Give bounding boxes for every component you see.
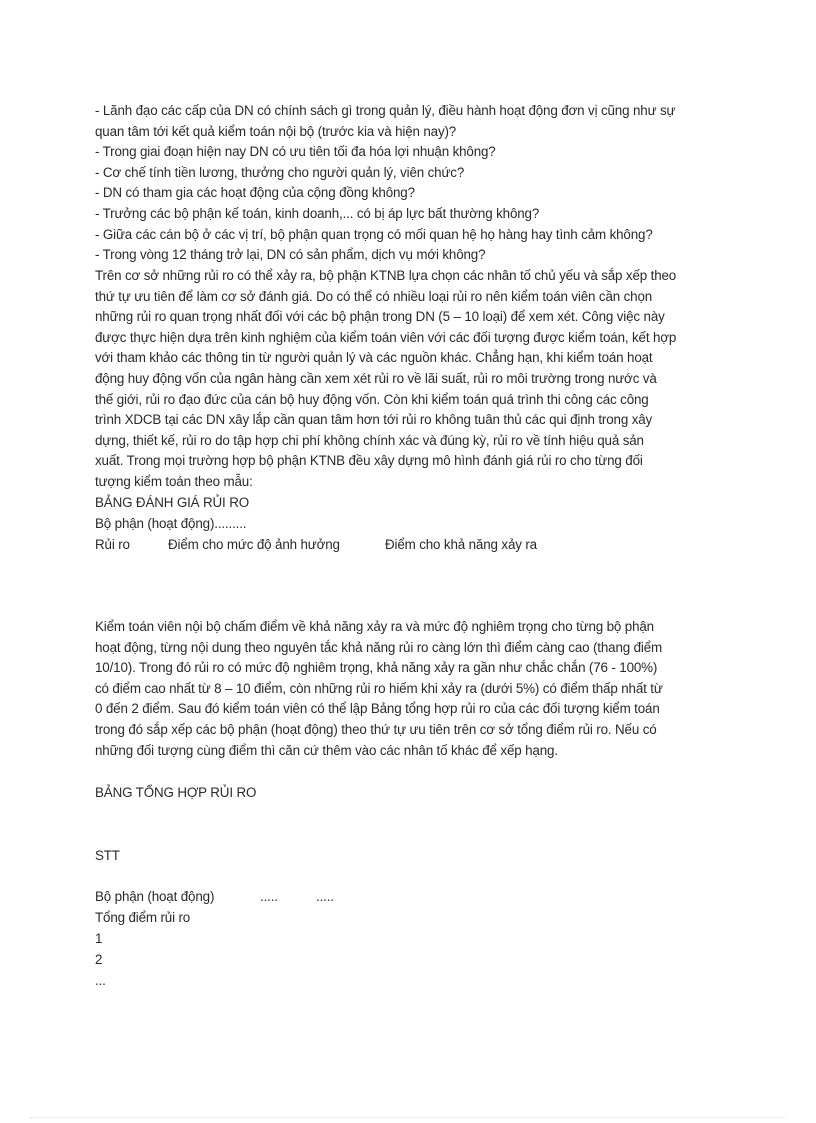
paragraph-line: tượng kiểm toán theo mẫu:	[95, 473, 253, 489]
paragraph-line: 10/10). Trong đó rủi ro có mức độ nghiêm trọng, khả năng xảy ra gần như chắc chắn (76 - 100%)	[95, 660, 658, 676]
question-line: - Lãnh đạo các cấp của DN có chính sách gì trong quản lý, điều hành hoạt động đơn vị cũng như sự	[95, 103, 676, 118]
paragraph-line: 0 đến 2 điểm. Sau đó kiểm toán viên có thể lập Bảng tổng hợp rủi ro của các đối tượng kiểm toán	[95, 701, 660, 717]
question-line: - Trong giai đoạn hiện nay DN có ưu tiên tối đa hóa lợi nhuận không?	[95, 144, 496, 160]
paragraph-line: động huy động vốn của ngân hàng cần xem xét rủi ro về lãi suất, rủi ro môi trường trong nước và	[95, 370, 657, 386]
column-header-impact: Điểm cho mức độ ảnh hưởng	[168, 537, 340, 552]
paragraph-line: trình XDCB tại các DN xây lắp cần quan tâm hơn tới rủi ro không tuân thủ các qui định trong xây	[95, 412, 653, 428]
column-header-department: Bộ phận (hoạt động)	[95, 889, 215, 904]
paragraph-line: được thực hiện dựa trên kinh nghiệm của kiểm toán viên với các đối tượng được kiểm toán, kết hợp	[95, 329, 677, 345]
risk-summary-table-title: BẢNG TỔNG HỢP RỦI RO	[95, 785, 257, 800]
paragraph-line: xuất. Trong mọi trường hợp bộ phận KTNB đều xây dựng mô hình đánh giá rủi ro cho từng đối	[95, 453, 643, 469]
page-bottom-divider	[30, 1117, 786, 1118]
question-line: quan tâm tới kết quả kiểm toán nội bộ (trước kia và hiện nay)?	[95, 123, 457, 139]
question-line: - Trong vòng 12 tháng trở lại, DN có sản phẩm, dịch vụ mới không?	[95, 247, 486, 263]
paragraph-line: có điểm cao nhất từ 8 – 10 điểm, còn những rủi ro hiếm khi xảy ra (dưới 5%) có điểm thấp nhất từ	[95, 680, 663, 696]
placeholder-dots: .....	[260, 889, 278, 904]
question-line: - DN có tham gia các hoạt động của cộng đồng không?	[95, 185, 415, 201]
department-label: Bộ phận (hoạt động).........	[95, 516, 247, 531]
paragraph-scoring	[95, 617, 720, 761]
paragraph-line: những đối tượng cùng điểm thì căn cứ thêm vào các nhân tố khác để xếp hạng.	[95, 742, 558, 758]
placeholder-dots: .....	[316, 889, 334, 904]
question-line: - Cơ chế tính tiền lương, thưởng cho người quản lý, viên chức?	[95, 164, 465, 180]
question-line: - Trưởng các bộ phận kế toán, kinh doanh,... có bị áp lực bất thường không?	[95, 205, 540, 221]
paragraph-risk-selection	[95, 266, 720, 493]
paragraph-line: dựng, thiết kế, rủi ro do tập hợp chi phí không chính xác và đúng kỳ, rủi ro về tính hiệu quả sản	[95, 432, 644, 448]
questions-list	[95, 101, 720, 266]
paragraph-line: với tham khảo các thông tin từ người quản lý và các nguồn khác. Chẳng hạn, khi kiểm toán hoạt	[95, 350, 653, 366]
paragraph-line: trong đó sắp xếp các bộ phận (hoạt động) theo thứ tự ưu tiên trên cơ sở tổng điểm rủi ro. Nếu có	[95, 721, 657, 737]
paragraph-line: những rủi ro quan trọng nhất đối với các bộ phận trong DN (5 – 10 loại) để xem xét. Công việc này	[95, 309, 665, 325]
paragraph-line: hoạt động, từng nội dung theo nguyên tắc khả năng rủi ro càng lớn thì điểm càng cao (thang điểm	[95, 639, 663, 655]
column-header-stt: STT	[95, 848, 120, 863]
column-header-risk: Rủi ro	[95, 537, 130, 552]
paragraph-line: Kiểm toán viên nội bộ chấm điểm về khả năng xảy ra và mức độ nghiêm trọng cho từng bộ phận	[95, 619, 654, 634]
question-line: - Giữa các cán bộ ở các vị trí, bộ phận quan trọng có mối quan hệ họ hàng hay tình cảm không?	[95, 226, 653, 242]
total-risk-score-label: Tổng điểm rủi ro	[95, 910, 191, 925]
paragraph-line: Trên cơ sở những rủi ro có thể xảy ra, bộ phận KTNB lựa chọn các nhân tố chủ yếu và sắp xếp theo	[95, 268, 677, 283]
risk-assessment-table-title: BẢNG ĐÁNH GIÁ RỦI RO	[95, 495, 249, 510]
table-row: 2	[95, 952, 103, 967]
column-header-likelihood: Điểm cho khả năng xảy ra	[385, 537, 537, 552]
table-row: 1	[95, 931, 103, 946]
table-row: ...	[95, 973, 106, 988]
paragraph-line: thứ tự ưu tiên để làm cơ sở đánh giá. Do có thể có nhiều loại rủi ro nên kiểm toán viên cần chọn	[95, 288, 653, 304]
paragraph-line: thế giới, rủi ro đạo đức của cán bộ huy động vốn. Còn khi kiểm toán quá trình thi công các công	[95, 391, 649, 407]
